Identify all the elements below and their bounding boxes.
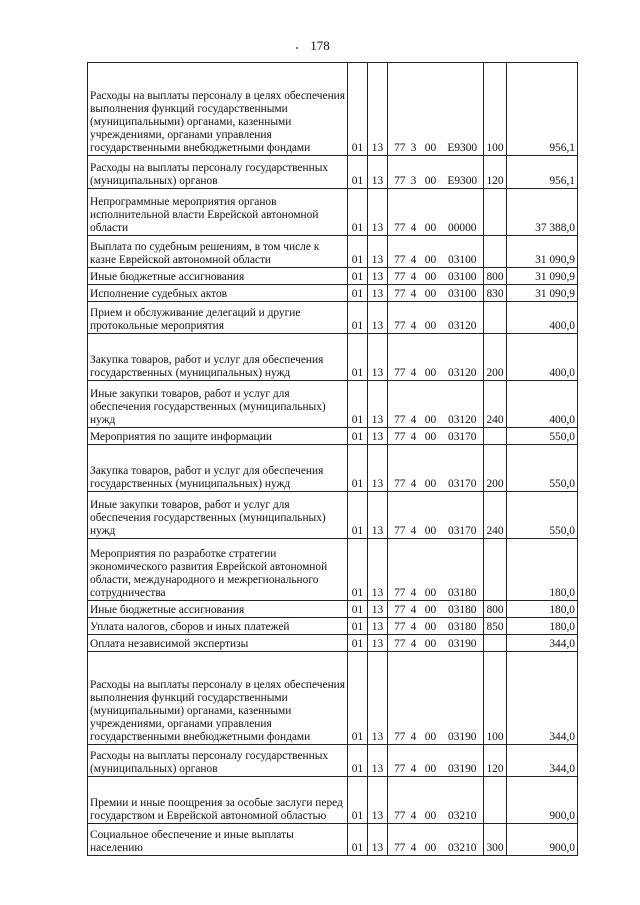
section-code: 01 bbox=[348, 189, 368, 236]
subsection-code: 13 bbox=[368, 285, 388, 302]
target-article-program: 77 bbox=[388, 156, 408, 189]
scan-speck bbox=[296, 47, 298, 49]
table-row bbox=[88, 285, 578, 302]
expense-type-code bbox=[484, 539, 507, 601]
section-code: 01 bbox=[348, 334, 368, 381]
subsection-code: 13 bbox=[368, 652, 388, 745]
expense-type-code: 200 bbox=[484, 445, 507, 492]
target-article-subprogram: 4 bbox=[408, 777, 420, 824]
table-row bbox=[88, 156, 578, 189]
amount: 400,0 bbox=[507, 302, 578, 334]
target-article-subprogram: 3 bbox=[408, 63, 420, 156]
target-article-program: 77 bbox=[388, 285, 408, 302]
target-article-subprogram: 4 bbox=[408, 302, 420, 334]
target-article-direction: 03120 bbox=[442, 302, 484, 334]
subsection-code: 13 bbox=[368, 777, 388, 824]
target-article-subprogram: 4 bbox=[408, 189, 420, 236]
target-article-program: 77 bbox=[388, 618, 408, 635]
expense-type-code: 850 bbox=[484, 618, 507, 635]
subsection-code: 13 bbox=[368, 302, 388, 334]
target-article-program: 77 bbox=[388, 635, 408, 652]
subsection-code: 13 bbox=[368, 601, 388, 618]
expense-type-code bbox=[484, 777, 507, 824]
target-article-main-measure: 00 bbox=[420, 285, 442, 302]
target-article-program: 77 bbox=[388, 824, 408, 856]
table-row bbox=[88, 268, 578, 285]
row-name: Закупка товаров, работ и услуг для обеспечения государственных (муниципальных) нужд bbox=[88, 445, 348, 492]
expense-type-code bbox=[484, 428, 507, 445]
table-row bbox=[88, 618, 578, 635]
target-article-direction: 03120 bbox=[442, 334, 484, 381]
row-name: Иные бюджетные ассигнования bbox=[88, 268, 348, 285]
expense-type-code: 240 bbox=[484, 381, 507, 428]
target-article-subprogram: 4 bbox=[408, 285, 420, 302]
table-row bbox=[88, 381, 578, 428]
row-name: Иные бюджетные ассигнования bbox=[88, 601, 348, 618]
row-name: Расходы на выплаты персоналу государственных (муниципальных) органов bbox=[88, 156, 348, 189]
amount: 400,0 bbox=[507, 381, 578, 428]
section-code: 01 bbox=[348, 745, 368, 777]
table-row bbox=[88, 334, 578, 381]
section-code: 01 bbox=[348, 63, 368, 156]
target-article-main-measure: 00 bbox=[420, 635, 442, 652]
section-code: 01 bbox=[348, 601, 368, 618]
table-row bbox=[88, 236, 578, 268]
amount: 31 090,9 bbox=[507, 285, 578, 302]
subsection-code: 13 bbox=[368, 156, 388, 189]
target-article-main-measure: 00 bbox=[420, 492, 442, 539]
target-article-subprogram: 4 bbox=[408, 745, 420, 777]
expense-type-code: 200 bbox=[484, 334, 507, 381]
target-article-program: 77 bbox=[388, 334, 408, 381]
target-article-program: 77 bbox=[388, 63, 408, 156]
target-article-direction: 03180 bbox=[442, 618, 484, 635]
table-row bbox=[88, 777, 578, 824]
row-name: Расходы на выплаты персоналу государственных (муниципальных) органов bbox=[88, 745, 348, 777]
target-article-program: 77 bbox=[388, 236, 408, 268]
target-article-main-measure: 00 bbox=[420, 618, 442, 635]
target-article-direction: 03100 bbox=[442, 236, 484, 268]
expense-type-code: 830 bbox=[484, 285, 507, 302]
amount: 956,1 bbox=[507, 63, 578, 156]
expense-type-code bbox=[484, 635, 507, 652]
subsection-code: 13 bbox=[368, 492, 388, 539]
target-article-subprogram: 4 bbox=[408, 445, 420, 492]
target-article-direction: 03170 bbox=[442, 492, 484, 539]
target-article-main-measure: 00 bbox=[420, 236, 442, 268]
table-row bbox=[88, 824, 578, 856]
subsection-code: 13 bbox=[368, 618, 388, 635]
section-code: 01 bbox=[348, 236, 368, 268]
subsection-code: 13 bbox=[368, 63, 388, 156]
row-name: Мероприятия по разработке стратегии экономического развития Еврейской автономной области, международного и межрегионального сотрудничества bbox=[88, 539, 348, 601]
table-row bbox=[88, 63, 578, 156]
expense-type-code bbox=[484, 189, 507, 236]
row-name: Оплата независимой экспертизы bbox=[88, 635, 348, 652]
section-code: 01 bbox=[348, 445, 368, 492]
amount: 900,0 bbox=[507, 824, 578, 856]
section-code: 01 bbox=[348, 285, 368, 302]
target-article-main-measure: 00 bbox=[420, 601, 442, 618]
target-article-direction: 03190 bbox=[442, 652, 484, 745]
amount: 37 388,0 bbox=[507, 189, 578, 236]
table-row bbox=[88, 539, 578, 601]
amount: 550,0 bbox=[507, 492, 578, 539]
target-article-subprogram: 4 bbox=[408, 334, 420, 381]
subsection-code: 13 bbox=[368, 539, 388, 601]
target-article-main-measure: 00 bbox=[420, 824, 442, 856]
subsection-code: 13 bbox=[368, 445, 388, 492]
amount: 180,0 bbox=[507, 618, 578, 635]
target-article-subprogram: 4 bbox=[408, 618, 420, 635]
row-name: Премии и иные поощрения за особые заслуги перед государством и Еврейской автономной областью bbox=[88, 777, 348, 824]
row-name: Закупка товаров, работ и услуг для обеспечения государственных (муниципальных) нужд bbox=[88, 334, 348, 381]
row-name: Мероприятия по защите информации bbox=[88, 428, 348, 445]
target-article-direction: 03180 bbox=[442, 539, 484, 601]
target-article-subprogram: 4 bbox=[408, 492, 420, 539]
target-article-main-measure: 00 bbox=[420, 302, 442, 334]
subsection-code: 13 bbox=[368, 189, 388, 236]
row-name: Исполнение судебных актов bbox=[88, 285, 348, 302]
target-article-subprogram: 4 bbox=[408, 652, 420, 745]
table-row bbox=[88, 635, 578, 652]
section-code: 01 bbox=[348, 618, 368, 635]
target-article-subprogram: 4 bbox=[408, 601, 420, 618]
amount: 344,0 bbox=[507, 635, 578, 652]
table-row bbox=[88, 428, 578, 445]
row-name: Иные закупки товаров, работ и услуг для обеспечения государственных (муниципальных) нужд bbox=[88, 381, 348, 428]
target-article-subprogram: 4 bbox=[408, 236, 420, 268]
amount: 31 090,9 bbox=[507, 268, 578, 285]
section-code: 01 bbox=[348, 539, 368, 601]
row-name: Прием и обслуживание делегаций и другие протокольные мероприятия bbox=[88, 302, 348, 334]
row-name: Непрограммные мероприятия органов исполнительной власти Еврейской автономной области bbox=[88, 189, 348, 236]
target-article-main-measure: 00 bbox=[420, 63, 442, 156]
target-article-program: 77 bbox=[388, 601, 408, 618]
target-article-direction: 03100 bbox=[442, 285, 484, 302]
target-article-program: 77 bbox=[388, 445, 408, 492]
target-article-direction: 03190 bbox=[442, 635, 484, 652]
target-article-main-measure: 00 bbox=[420, 156, 442, 189]
target-article-program: 77 bbox=[388, 745, 408, 777]
subsection-code: 13 bbox=[368, 268, 388, 285]
expense-type-code: 240 bbox=[484, 492, 507, 539]
table-row bbox=[88, 302, 578, 334]
target-article-direction: 03100 bbox=[442, 268, 484, 285]
section-code: 01 bbox=[348, 652, 368, 745]
target-article-program: 77 bbox=[388, 428, 408, 445]
target-article-direction: Е9300 bbox=[442, 156, 484, 189]
amount: 31 090,9 bbox=[507, 236, 578, 268]
subsection-code: 13 bbox=[368, 635, 388, 652]
subsection-code: 13 bbox=[368, 381, 388, 428]
expense-type-code: 120 bbox=[484, 156, 507, 189]
table-row bbox=[88, 445, 578, 492]
target-article-program: 77 bbox=[388, 189, 408, 236]
expense-type-code bbox=[484, 302, 507, 334]
amount: 344,0 bbox=[507, 652, 578, 745]
expense-type-code: 800 bbox=[484, 268, 507, 285]
row-name: Уплата налогов, сборов и иных платежей bbox=[88, 618, 348, 635]
table-row bbox=[88, 652, 578, 745]
amount: 400,0 bbox=[507, 334, 578, 381]
budget-table bbox=[87, 62, 578, 856]
target-article-program: 77 bbox=[388, 381, 408, 428]
table-row bbox=[88, 601, 578, 618]
expense-type-code bbox=[484, 236, 507, 268]
expense-type-code: 300 bbox=[484, 824, 507, 856]
target-article-main-measure: 00 bbox=[420, 381, 442, 428]
section-code: 01 bbox=[348, 381, 368, 428]
target-article-main-measure: 00 bbox=[420, 777, 442, 824]
page-number: 178 bbox=[310, 38, 330, 53]
amount: 344,0 bbox=[507, 745, 578, 777]
row-name: Иные закупки товаров, работ и услуг для обеспечения государственных (муниципальных) нужд bbox=[88, 492, 348, 539]
table-row bbox=[88, 189, 578, 236]
budget-table-body bbox=[88, 63, 578, 856]
section-code: 01 bbox=[348, 302, 368, 334]
target-article-main-measure: 00 bbox=[420, 445, 442, 492]
section-code: 01 bbox=[348, 824, 368, 856]
target-article-direction: 03120 bbox=[442, 381, 484, 428]
amount: 956,1 bbox=[507, 156, 578, 189]
target-article-subprogram: 4 bbox=[408, 428, 420, 445]
target-article-program: 77 bbox=[388, 492, 408, 539]
subsection-code: 13 bbox=[368, 824, 388, 856]
section-code: 01 bbox=[348, 268, 368, 285]
row-name: Выплата по судебным решениям, в том числе к казне Еврейской автономной области bbox=[88, 236, 348, 268]
expense-type-code: 800 bbox=[484, 601, 507, 618]
target-article-direction: 03170 bbox=[442, 445, 484, 492]
target-article-main-measure: 00 bbox=[420, 189, 442, 236]
table-row bbox=[88, 745, 578, 777]
target-article-subprogram: 4 bbox=[408, 539, 420, 601]
target-article-main-measure: 00 bbox=[420, 652, 442, 745]
target-article-program: 77 bbox=[388, 777, 408, 824]
row-name: Расходы на выплаты персоналу в целях обеспечения выполнения функций государственными (муниципальными) органами, казенными учреждениями, органами управления государственными внебюджетными фондами bbox=[88, 652, 348, 745]
section-code: 01 bbox=[348, 635, 368, 652]
expense-type-code: 120 bbox=[484, 745, 507, 777]
target-article-direction: 03170 bbox=[442, 428, 484, 445]
target-article-program: 77 bbox=[388, 268, 408, 285]
section-code: 01 bbox=[348, 428, 368, 445]
section-code: 01 bbox=[348, 156, 368, 189]
target-article-main-measure: 00 bbox=[420, 268, 442, 285]
target-article-direction: Е9300 bbox=[442, 63, 484, 156]
subsection-code: 13 bbox=[368, 428, 388, 445]
row-name: Социальное обеспечение и иные выплаты населению bbox=[88, 824, 348, 856]
amount: 550,0 bbox=[507, 445, 578, 492]
section-code: 01 bbox=[348, 492, 368, 539]
target-article-subprogram: 4 bbox=[408, 268, 420, 285]
target-article-program: 77 bbox=[388, 652, 408, 745]
target-article-main-measure: 00 bbox=[420, 428, 442, 445]
target-article-program: 77 bbox=[388, 302, 408, 334]
section-code: 01 bbox=[348, 777, 368, 824]
target-article-subprogram: 3 bbox=[408, 156, 420, 189]
target-article-main-measure: 00 bbox=[420, 745, 442, 777]
target-article-subprogram: 4 bbox=[408, 381, 420, 428]
target-article-subprogram: 4 bbox=[408, 824, 420, 856]
table-row bbox=[88, 492, 578, 539]
target-article-direction: 03180 bbox=[442, 601, 484, 618]
expense-type-code: 100 bbox=[484, 63, 507, 156]
amount: 180,0 bbox=[507, 539, 578, 601]
target-article-program: 77 bbox=[388, 539, 408, 601]
subsection-code: 13 bbox=[368, 236, 388, 268]
expense-type-code: 100 bbox=[484, 652, 507, 745]
target-article-direction: 00000 bbox=[442, 189, 484, 236]
target-article-direction: 03190 bbox=[442, 745, 484, 777]
subsection-code: 13 bbox=[368, 745, 388, 777]
amount: 550,0 bbox=[507, 428, 578, 445]
amount: 900,0 bbox=[507, 777, 578, 824]
target-article-direction: 03210 bbox=[442, 824, 484, 856]
target-article-main-measure: 00 bbox=[420, 334, 442, 381]
row-name: Расходы на выплаты персоналу в целях обеспечения выполнения функций государственными (муниципальными) органами, казенными учреждениями, органами управления государственными внебюджетными фондами bbox=[88, 63, 348, 156]
subsection-code: 13 bbox=[368, 334, 388, 381]
amount: 180,0 bbox=[507, 601, 578, 618]
target-article-direction: 03210 bbox=[442, 777, 484, 824]
target-article-main-measure: 00 bbox=[420, 539, 442, 601]
target-article-subprogram: 4 bbox=[408, 635, 420, 652]
